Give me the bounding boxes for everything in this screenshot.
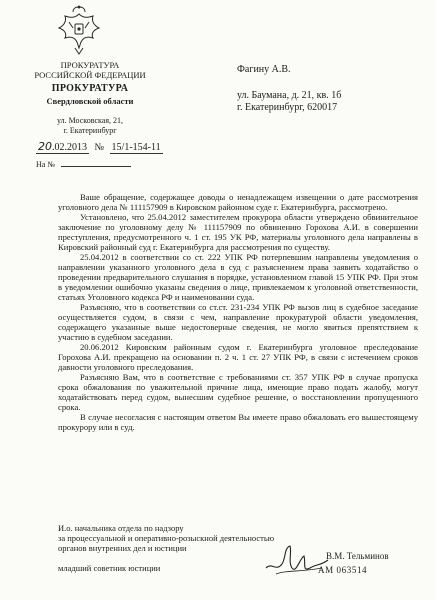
reference-label: На № (36, 160, 55, 169)
org-address-line-2: г. Екатеринбург (63, 125, 117, 135)
date-printed: .02.2013 (52, 142, 87, 153)
paragraph-1: Ваше обращение, содержащее доводы о ненадлежащем извещении о дате рассмотрения уголовного дела № 111157909 в Кировском районном суде г. Екатеринбурга, рассмотрено. (58, 192, 418, 212)
eagle-emblem-icon (57, 4, 101, 56)
recipient-name: Фагину А.В. (237, 64, 291, 75)
paragraph-7: В случае несогласия с настоящим ответом Вы имеете право обжаловать его вышестоящему прокурору или в суд. (58, 412, 418, 432)
signatory-rank: младший советник юстиции (58, 563, 161, 573)
number-sign: № (94, 142, 105, 153)
signatory-line-1: И.о. начальника отдела по надзору (58, 523, 184, 533)
org-line-1: ПРОКУРАТУРА (60, 60, 120, 70)
document-number: 15/1-154-11 (111, 142, 161, 153)
paragraph-3: 25.04.2012 в соответствии со ст. 222 УПК РФ потерпевшим направлены уведомления о направлении указанного уголовного дела в суд с разъяснением права заявить ходатайство о проведении предварительного слушания в порядке, установленном главой 15 УПК РФ. При этом в уведомлении ошибочно указаны сведения о лице, привлекаемом к уголовной ответственности, статьях Уголовного кодекса РФ и наименовании суда. (58, 252, 418, 302)
reference-line (36, 160, 131, 169)
document-date (36, 140, 89, 154)
org-line-2: РОССИЙСКОЙ ФЕДЕРАЦИИ (34, 70, 146, 80)
reference-blank (61, 166, 131, 167)
paragraph-6: Разъясняю Вам, что в соответствие с требованиями ст. 357 УПК РФ в случае пропуска срока обжалования по уважительной причине лица, имеющие право подать жалобу, могут ходатайствовать перед судом, вынесшим судебное решение, о восстановлении пропущенного срока. (58, 372, 418, 412)
recipient-address-line-2: г. Екатеринбург, 620017 (237, 102, 338, 113)
signatory-line-3: органов внутренних дел и юстиции (58, 543, 187, 553)
paragraph-2: Установлено, что 25.04.2012 заместителем прокурора области утверждено обвинительное заключение по уголовному делу № 111157909 по обвинению Горохова А.И. в совершении преступления, предусмотренного ч. 1 ст. 195 УК РФ, материалы уголовного дела направлены в Кировский районный суд г. Екатеринбурга для рассмотрения по существу. (58, 212, 418, 252)
recipient-address-line-1: ул. Баумана, д. 21, кв. 1б (237, 90, 342, 101)
signatory-line-2: за процессуальной и оперативно-розыскной деятельностью (58, 533, 275, 543)
org-address (20, 116, 160, 135)
org-header (20, 60, 160, 80)
date-handwritten: 20 (38, 140, 52, 153)
org-region: Свердловской области (46, 96, 134, 106)
org-title: ПРОКУРАТУРА (51, 83, 129, 94)
handwritten-signature-icon (262, 538, 332, 582)
letter-body (58, 192, 418, 432)
date-number-line (36, 140, 163, 154)
paragraph-4: Разъясняю, что в соответствии со ст.ст. 231-234 УПК РФ вызов лиц в судебное заседание осуществляется судом, в связи с чем, направление прокуратурой области уведомления, содержащего указанные выше недостоверные сведения, не могло явиться препятствием к участию в судебном заседании. (58, 302, 418, 342)
paragraph-5: 20.06.2012 Кировским районным судом г. Екатеринбурга уголовное преследование Горохова А.И. прекращено на основании п. 2 ч. 1 ст. 27 УПК РФ, в связи с истечением сроков давности уголовного преследования. (58, 342, 418, 372)
recipient-block (237, 64, 341, 114)
signatory-block (58, 523, 274, 573)
signer-name: В.М. Тельминов (326, 551, 389, 561)
serial-number: АМ 063514 (318, 565, 368, 575)
org-address-line-1: ул. Московская, 21, (56, 116, 124, 125)
